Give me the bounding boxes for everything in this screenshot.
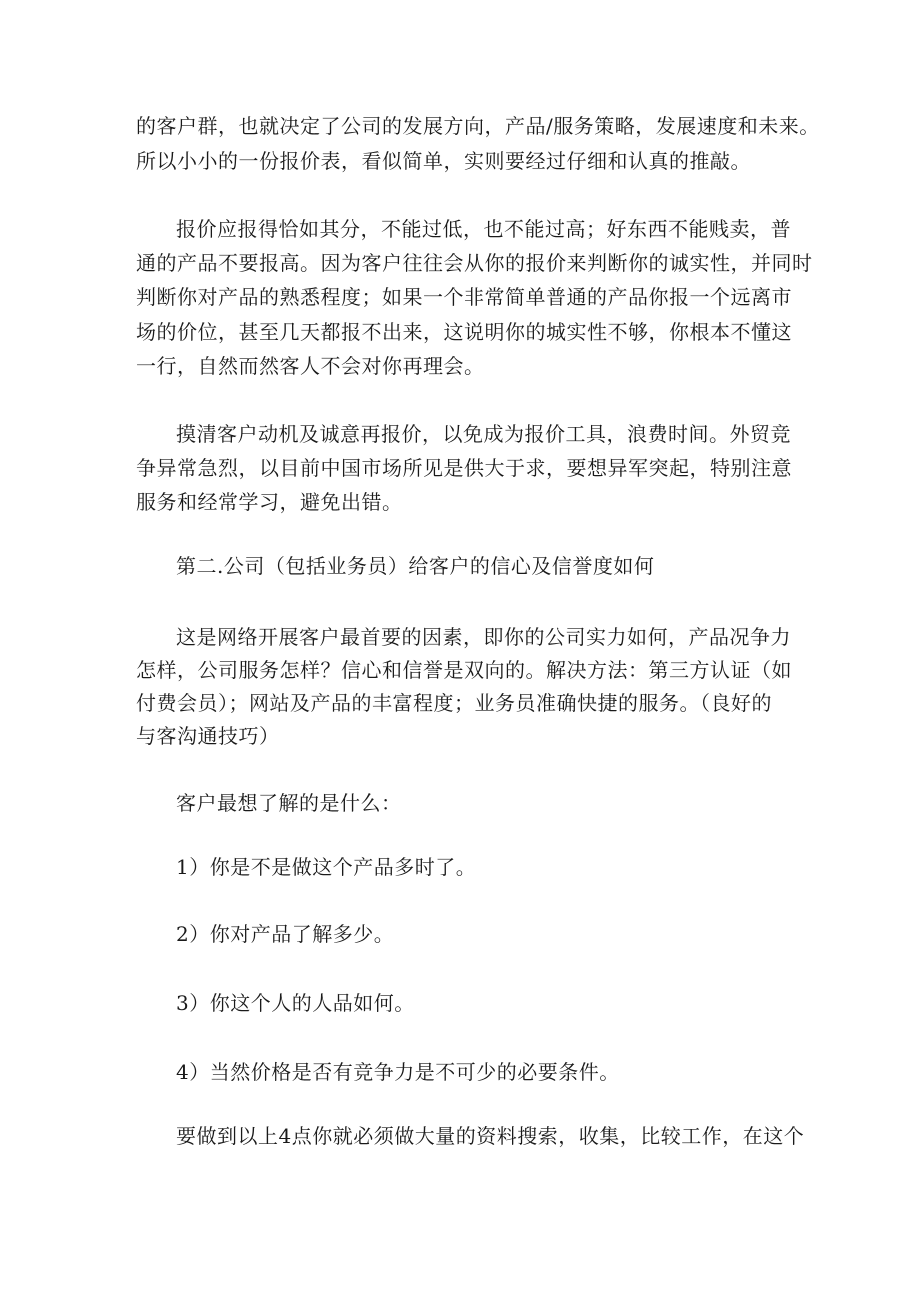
paragraph-4-line-3: 付费会员）；网站及产品的丰富程度；业务员准确快捷的服务。（良好的 <box>136 691 772 715</box>
paragraph-4-line-2: 怎样，公司服务怎样？信心和信誉是双向的。解决方法：第三方认证（如 <box>136 658 792 682</box>
closing-line: 要做到以上4点你就必须做大量的资料搜索，收集，比较工作，在这个 <box>176 1124 805 1148</box>
paragraph-1-line-2: 所以小小的一份报价表，看似简单，实则要经过仔细和认真的推敲。 <box>136 149 751 173</box>
section-heading: 第二.公司（包括业务员）给客户的信心及信誉度如何 <box>176 554 655 578</box>
paragraph-2-line-3: 判断你对产品的熟悉程度；如果一个非常简单普通的产品你报一个远离市 <box>136 285 792 309</box>
paragraph-2-line-2: 通的产品不要报高。因为客户往往会从你的报价来判断你的诚实性，并同时 <box>136 251 813 275</box>
list-item-3: 3）你这个人的人品如何。 <box>176 991 415 1015</box>
paragraph-4-line-1: 这是网络开展客户最首要的因素，即你的公司实力如何，产品况争力 <box>176 625 791 649</box>
paragraph-1-line-1: 的客户群，也就决定了公司的发展方向，产品/服务策略，发展速度和未来。 <box>136 114 820 138</box>
paragraph-3-line-3: 服务和经常学习，避免出错。 <box>136 490 403 514</box>
question-line: 客户最想了解的是什么： <box>176 791 402 815</box>
list-item-1: 1）你是不是做这个产品多时了。 <box>176 855 477 879</box>
list-item-4: 4）当然价格是否有竞争力是不可少的必要条件。 <box>176 1060 620 1084</box>
paragraph-4-line-4: 与客沟通技巧） <box>136 724 280 748</box>
paragraph-2-line-5: 一行，自然而然客人不会对你再理会。 <box>136 354 485 378</box>
list-item-2: 2）你对产品了解多少。 <box>176 922 395 946</box>
paragraph-2-line-1: 报价应报得恰如其分，不能过低，也不能过高；好东西不能贱卖，普 <box>176 217 791 241</box>
paragraph-2-line-4: 场的价位，甚至几天都报不出来，这说明你的城实性不够，你根本不懂这 <box>136 320 792 344</box>
paragraph-3-line-1: 摸清客户动机及诚意再报价，以免成为报价工具，浪费时间。外贸竞 <box>176 422 791 446</box>
paragraph-3-line-2: 争异常急烈，以目前中国市场所见是供大于求，要想异军突起，特别注意 <box>136 456 792 480</box>
